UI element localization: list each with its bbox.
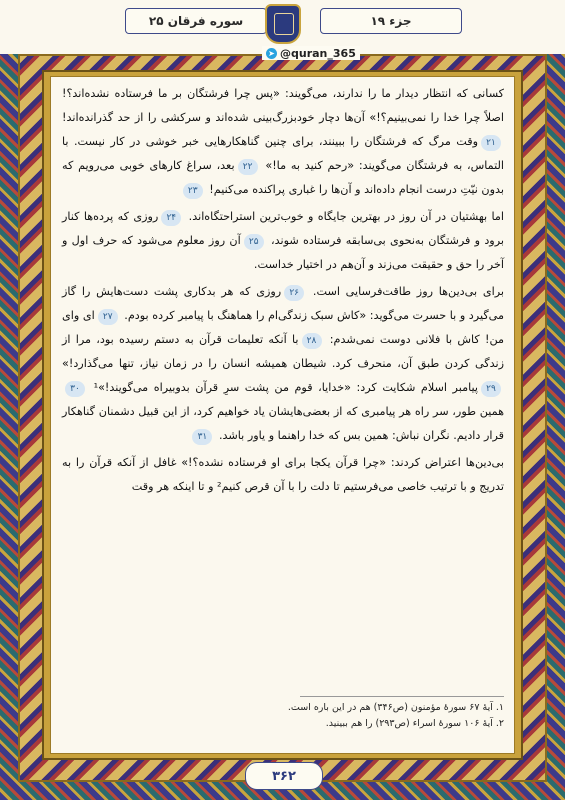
verse-text: بعد، سراغ کارهای خوبی می‌رویم که بدون نیّتِ درست انجام داده‌اند و آن‌ها را غباری پراکنده می‌کنیم!	[62, 159, 504, 196]
footnote-2: ۲. آیهٔ ۱۰۶ سورهٔ اسراء (ص۲۹۳) را هم ببینید.	[325, 718, 504, 729]
verse-text: با آنکه تعلیمات قرآن به دستم رسیده بود، مرا از زندگی کردن طبق آن، منحرف کرد. شیطان همیشه انسان را در زمان نیاز، تنها می‌گذارد!»	[62, 333, 504, 370]
ayah-number-badge: ۲۱	[481, 135, 501, 151]
paragraph	[62, 82, 504, 202]
channel-handle: @quran_365	[280, 46, 356, 60]
verse-text: بی‌دین‌ها اعتراض کردند: «چرا قرآن یکجا برای او فرستاده نشده؟!» غافل از آنکه قرآن را به تدریج و با ترتیب خاصی می‌فرستیم تا دلت را با آن قرص کنیم² و تا اینکه هر وقت	[62, 456, 504, 493]
emblem-icon	[265, 4, 301, 44]
ayah-number-badge: ۲۴	[161, 210, 181, 226]
verse-text: وقت مرگ که فرشتگان را ببینند، برای چنین گناهکارهایی خبر خوشی در کار نیست. با التماس، به فرشتگان می‌گویند: «رحم کنید به ما!»	[62, 135, 504, 172]
ayah-number-badge: ۳۱	[192, 429, 212, 445]
verse-text: آن روز معلوم می‌شود که حرف اول و آخر را حق و حقیقت می‌زند و آن‌هم در اختیار خداست.	[62, 234, 504, 271]
telegram-icon: ➤	[266, 48, 277, 59]
ayah-number-badge: ۲۵	[244, 234, 264, 250]
verse-text: اما بهشتیان در آن روز در بهترین جایگاه و خوب‌ترین استراحتگاه‌اند.	[184, 210, 504, 223]
verse-text: پیامبر اسلام شکایت کرد: «خدایا، قوم من پشت سرِ قرآن بدوبیراه می‌گویند!»¹	[88, 381, 478, 394]
verse-text: کسانی که انتظار دیدار ما را ندارند، می‌گویند: «پس چرا فرشتگان بر ما فرستاده نشده‌اند؟! اصلاً چرا خدا را نمی‌بینیم؟!» آن‌ها دچار خودبزرگ‌بینی شده‌اند و سرکشی را از حد گذرانده‌اند!	[62, 87, 504, 124]
verse-text: برای بی‌دین‌ها روز طاقت‌فرسایی است.	[307, 285, 504, 298]
paragraph	[62, 451, 504, 499]
translation-text	[62, 82, 504, 502]
page-number: ۳۶۲	[245, 762, 323, 790]
juz-label: جزء ۱۹	[320, 8, 462, 34]
channel-tag[interactable]	[262, 46, 360, 60]
ayah-number-badge: ۳۰	[65, 381, 85, 397]
verse-text: روزی که هر بدکاری پشت دست‌هایش را گاز می‌گیرد و با حسرت می‌گوید: «کاش سبک زندگی‌ام را هماهنگ با پیامبر کرده بودم.	[62, 285, 504, 322]
ayah-number-badge: ۲۹	[481, 381, 501, 397]
ayah-number-badge: ۲۶	[284, 285, 304, 301]
footnotes	[62, 700, 504, 732]
ayah-number-badge: ۲۲	[238, 159, 258, 175]
footnote-1: ۱. آیهٔ ۶۷ سورهٔ مؤمنون (ص۳۴۶) هم در این باره است.	[287, 702, 504, 713]
paragraph	[62, 205, 504, 277]
verse-text: روزی که پرده‌ها کنار برود و فرشتگان به‌نحوی بی‌سابقه فرستاده شوند،	[62, 210, 504, 247]
verse-text: ای وای من! کاش با فلانی دوست نمی‌شدم:	[62, 309, 504, 346]
verse-text: همین طور، سر راه هر پیامبری که از بعضی‌هایشان یاد خواهیم کرد، از این قبیل دشمنان گناهکار قرار دادیم. نگران نباش: همین بس که خدا راهنما و یاور باشد.	[62, 405, 504, 442]
footnote-divider	[300, 696, 504, 697]
ayah-number-badge: ۲۳	[183, 183, 203, 199]
ayah-number-badge: ۲۸	[302, 333, 322, 349]
surah-label: سوره فرقان ۲۵	[125, 8, 267, 34]
paragraph	[62, 280, 504, 448]
ayah-number-badge: ۲۷	[98, 309, 118, 325]
